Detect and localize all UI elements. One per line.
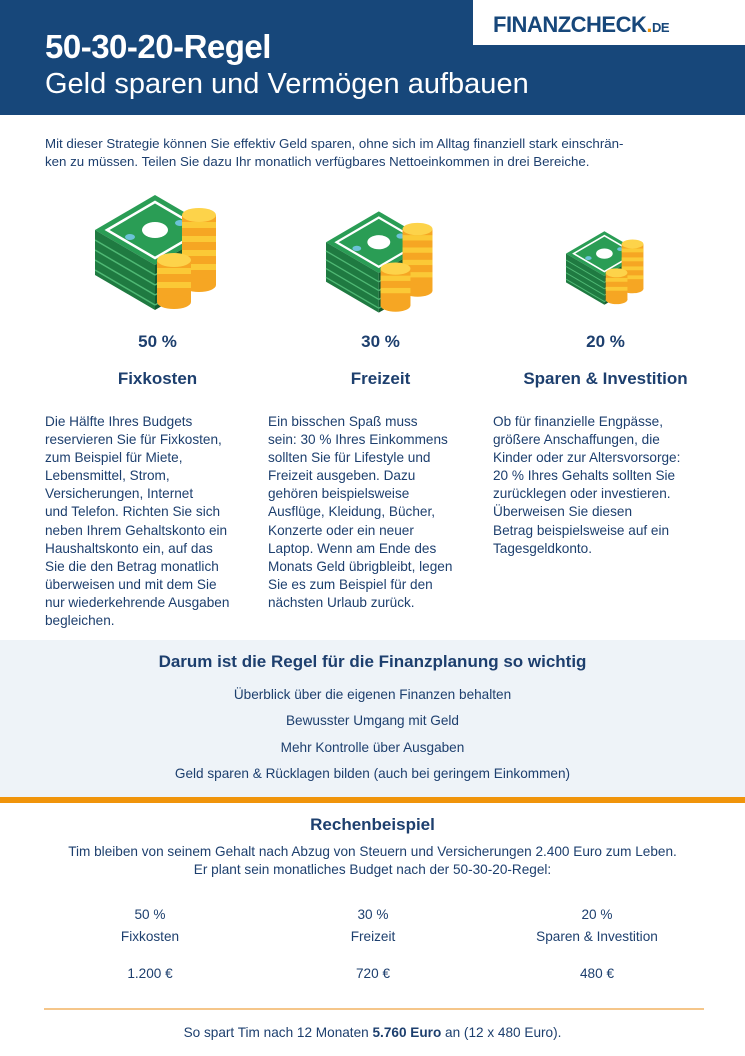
why-section <box>0 640 745 797</box>
logo-tld: DE <box>652 20 670 35</box>
summary-text: So spart Tim nach 12 Monaten <box>183 1025 373 1040</box>
calc-category: Sparen & Investition <box>536 929 658 944</box>
category-description: Die Hälfte Ihres Budgets reservieren Sie für Fixkosten, zum Beispiel für Miete, Lebensmittel, Strom, Versicherungen, Internet und Telefon. Richten Sie sich neben Ihrem Gehaltskonto ein Haushaltskonto ein, auf das Sie die den Betrag monatlich überweisen und mit dem Sie nur wiederkehrende Ausgaben begleichen. <box>45 414 230 629</box>
category-description: Ein bisschen Spaß muss sein: 30 % Ihres Einkommens sollten Sie für Lifestyle und Freizeit ausgeben. Dazu gehören beispielsweise Ausflüge, Kleidung, Bücher, Konzerte oder ein neuer Laptop. Wenn am Ende des Monats Geld übrigbleibt, legen Sie es zum Beispiel für den nächsten Urlaub zurück. <box>268 414 453 610</box>
calc-text: Tim bleiben von seinem Gehalt nach Abzug von Steuern und Versicherungen 2.400 Euro zum Leben. Er plant sein monatliches Budget nach der 50-30-20-Regel: <box>68 844 677 877</box>
why-item: Mehr Kontrolle über Ausgaben <box>280 739 465 755</box>
calc-title: Rechenbeispiel <box>310 815 435 834</box>
header <box>0 0 745 115</box>
page-title: 50-30-20-Regel <box>45 28 271 65</box>
category-title: Sparen & Investition <box>523 369 688 388</box>
divider <box>0 797 745 803</box>
percent: 30 % <box>361 332 400 351</box>
logo <box>473 0 745 45</box>
why-item: Geld sparen & Rücklagen bilden (auch bei geringem Einkommen) <box>174 766 571 782</box>
percent: 20 % <box>586 332 625 351</box>
calc-amount: 1.200 € <box>127 966 173 981</box>
calc-percent: 50 % <box>134 907 166 922</box>
why-title: Darum ist die Regel für die Finanzplanung so wichtig <box>158 652 587 671</box>
calc-section <box>0 815 745 879</box>
category-description: Ob für finanzielle Engpässe, größere Anschaffungen, die Kinder oder zur Altersvorsorge: 20 % Ihres Gehalts sollten Sie zurücklegen oder investieren. Überweisen Sie diesen Betrag beispielsweise auf ein Tagesgeldkonto. <box>493 414 681 556</box>
calc-category: Freizeit <box>350 929 396 944</box>
logo-text: FINANZCHECK <box>493 12 647 37</box>
page-subtitle: Geld sparen und Vermögen aufbauen <box>45 68 529 100</box>
column-freizeit <box>268 190 493 612</box>
calc-column <box>40 907 260 981</box>
column-fixkosten <box>45 190 270 630</box>
calc-amount: 480 € <box>579 966 615 981</box>
why-item: Bewusster Umgang mit Geld <box>285 713 459 729</box>
category-title: Freizeit <box>350 369 411 388</box>
why-item: Überblick über die eigenen Finanzen behalten <box>233 687 512 702</box>
summary-amount: 5.760 Euro <box>372 1025 442 1040</box>
divider <box>44 1008 704 1010</box>
calc-category: Fixkosten <box>120 929 180 944</box>
summary-text: an (12 x 480 Euro). <box>441 1025 562 1040</box>
column-sparen <box>493 190 718 558</box>
calc-column <box>487 907 707 981</box>
calc-percent: 30 % <box>357 907 389 922</box>
money-stack-coins-icon <box>493 190 718 315</box>
money-stack-coins-icon <box>268 190 493 315</box>
calc-summary <box>0 1025 745 1040</box>
percent: 50 % <box>138 332 177 351</box>
logo-dot: . <box>646 12 653 37</box>
intro-text: Mit dieser Strategie können Sie effektiv Geld sparen, ohne sich im Alltag finanziell stark einschrän- ken zu müssen. Teilen Sie dazu Ihr monatlich verfügbares Nettoeinkommen in drei Bereiche. <box>45 136 624 169</box>
calc-column <box>263 907 483 981</box>
calc-amount: 720 € <box>355 966 391 981</box>
calc-percent: 20 % <box>581 907 613 922</box>
money-stack-coins-icon <box>45 190 270 315</box>
category-title: Fixkosten <box>117 369 198 388</box>
